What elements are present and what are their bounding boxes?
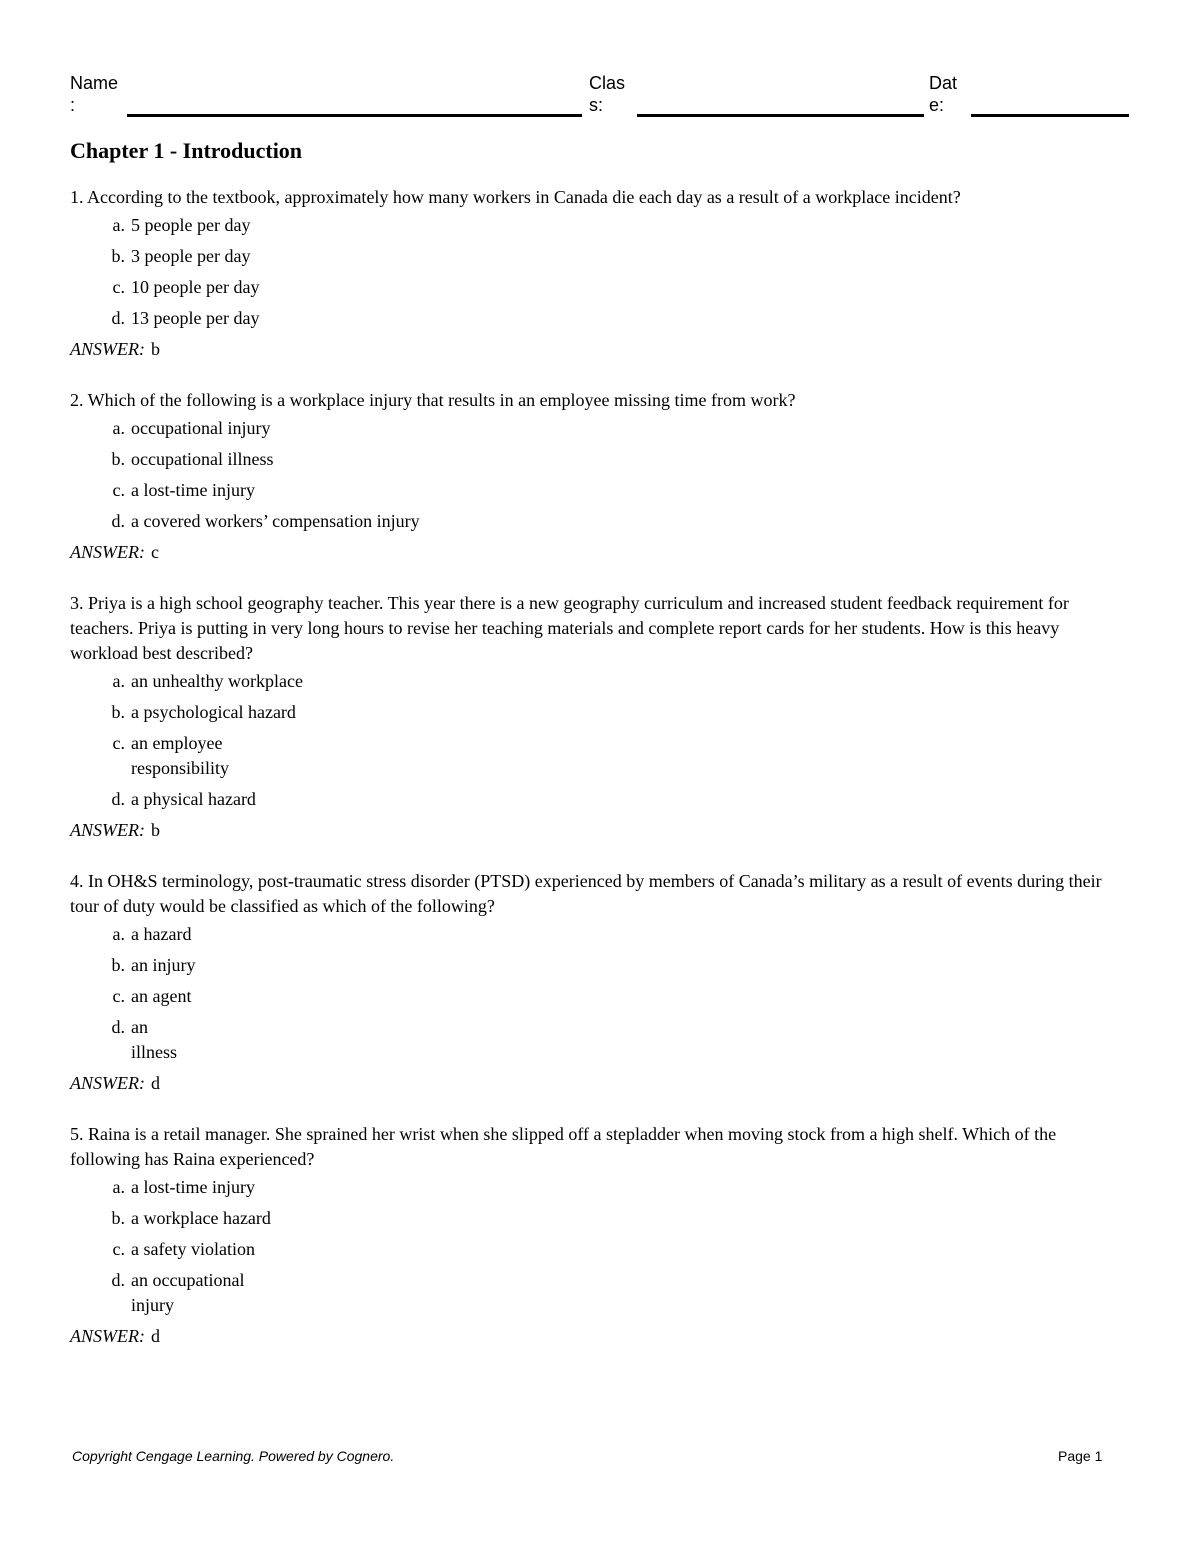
- option-list: [70, 213, 1130, 331]
- option-c: [70, 731, 1130, 781]
- option-letter: b.: [111, 449, 125, 469]
- option-a: [70, 213, 1130, 238]
- answer-line: [70, 818, 1130, 843]
- option-b: [70, 447, 1130, 472]
- answer-value: d: [150, 1326, 160, 1346]
- option-text: an illness: [131, 1017, 178, 1062]
- option-text: occupational illness: [131, 449, 274, 469]
- question-text: 4. In OH&S terminology, post-traumatic stress disorder (PTSD) experienced by members of Canada’s military as a result of events during their tour of duty would be classified as which of the following?: [70, 871, 1102, 916]
- option-list: [70, 416, 1130, 534]
- option-letter: c.: [112, 277, 125, 297]
- answer-label: ANSWER:: [70, 1073, 145, 1093]
- option-letter: c.: [112, 480, 125, 500]
- question-2: [70, 388, 1130, 565]
- option-letter: d.: [111, 1017, 125, 1037]
- option-text: 13 people per day: [131, 308, 260, 328]
- option-text: a workplace hazard: [131, 1208, 271, 1228]
- option-b: [70, 244, 1130, 269]
- option-c: [70, 1237, 1130, 1262]
- option-letter: c.: [112, 733, 125, 753]
- question-4: [70, 869, 1130, 1096]
- option-d: [70, 509, 1130, 534]
- option-text: an injury: [131, 955, 196, 975]
- name-field[interactable]: [127, 114, 582, 117]
- option-d: [70, 306, 1130, 331]
- question-5: [70, 1122, 1130, 1349]
- option-a: [70, 1175, 1130, 1200]
- option-b: [70, 953, 1130, 978]
- date-field[interactable]: [971, 114, 1129, 117]
- option-letter: d.: [111, 511, 125, 531]
- answer-line: [70, 540, 1130, 565]
- question-text: 5. Raina is a retail manager. She sprained her wrist when she slipped off a stepladder when moving stock from a high shelf. Which of the following has Raina experienced?: [70, 1124, 1057, 1169]
- answer-label: ANSWER:: [70, 820, 145, 840]
- option-letter: b.: [111, 955, 125, 975]
- option-b: [70, 1206, 1130, 1231]
- answer-value: b: [150, 339, 160, 359]
- page-number: Page 1: [1058, 1448, 1103, 1464]
- option-letter: b.: [111, 1208, 125, 1228]
- option-text: an occupational injury: [131, 1270, 245, 1315]
- option-letter: d.: [111, 1270, 125, 1290]
- option-letter: a.: [112, 418, 125, 438]
- answer-line: [70, 1324, 1130, 1349]
- option-text: a physical hazard: [131, 789, 256, 809]
- option-c: [70, 275, 1130, 300]
- option-text: 5 people per day: [131, 215, 251, 235]
- answer-value: b: [150, 820, 160, 840]
- option-text: a lost-time injury: [131, 1177, 255, 1197]
- option-a: [70, 669, 1130, 694]
- option-text: occupational injury: [131, 418, 271, 438]
- option-text: an employee responsibility: [131, 733, 229, 778]
- name-label: Name :: [70, 73, 119, 115]
- option-c: [70, 984, 1130, 1009]
- option-letter: c.: [112, 986, 125, 1006]
- option-a: [70, 922, 1130, 947]
- question-text: 3. Priya is a high school geography teacher. This year there is a new geography curriculum and increased student feedback requirement for teachers. Priya is putting in very long hours to revise her teaching materials and complete report cards for her students. How is this heavy workload best described?: [70, 593, 1069, 663]
- option-c: [70, 478, 1130, 503]
- option-text: 10 people per day: [131, 277, 260, 297]
- option-d: [70, 1015, 1130, 1065]
- option-text: a safety violation: [131, 1239, 255, 1259]
- question-3: [70, 591, 1130, 843]
- question-text: 2. Which of the following is a workplace injury that results in an employee missing time from work?: [70, 390, 796, 410]
- answer-line: [70, 1071, 1130, 1096]
- option-list: [70, 1175, 1130, 1318]
- option-letter: a.: [112, 671, 125, 691]
- option-text: a hazard: [131, 924, 192, 944]
- answer-value: d: [150, 1073, 160, 1093]
- option-text: a covered workers’ compensation injury: [131, 511, 420, 531]
- answer-line: [70, 337, 1130, 362]
- option-letter: d.: [111, 308, 125, 328]
- option-letter: a.: [112, 1177, 125, 1197]
- question-1: [70, 185, 1130, 362]
- question-list: [70, 185, 1130, 1375]
- class-label: Clas s:: [589, 73, 626, 115]
- date-label: Dat e:: [929, 73, 958, 115]
- option-text: an unhealthy workplace: [131, 671, 303, 691]
- option-b: [70, 700, 1130, 725]
- question-text: 1. According to the textbook, approximately how many workers in Canada die each day as a result of a workplace incident?: [70, 187, 961, 207]
- option-list: [70, 922, 1130, 1065]
- option-letter: c.: [112, 1239, 125, 1259]
- page-title: Chapter 1 - Introduction: [70, 138, 303, 163]
- option-d: [70, 787, 1130, 812]
- option-letter: a.: [112, 215, 125, 235]
- option-text: a lost-time injury: [131, 480, 255, 500]
- answer-label: ANSWER:: [70, 339, 145, 359]
- option-letter: a.: [112, 924, 125, 944]
- option-letter: b.: [111, 246, 125, 266]
- option-text: a psychological hazard: [131, 702, 296, 722]
- option-letter: b.: [111, 702, 125, 722]
- option-a: [70, 416, 1130, 441]
- option-letter: d.: [111, 789, 125, 809]
- copyright-text: Copyright Cengage Learning. Powered by Cognero.: [72, 1448, 395, 1464]
- option-text: an agent: [131, 986, 192, 1006]
- option-text: 3 people per day: [131, 246, 251, 266]
- option-list: [70, 669, 1130, 812]
- option-d: [70, 1268, 1130, 1318]
- answer-label: ANSWER:: [70, 542, 145, 562]
- class-field[interactable]: [637, 114, 924, 117]
- answer-value: c: [150, 542, 159, 562]
- answer-label: ANSWER:: [70, 1326, 145, 1346]
